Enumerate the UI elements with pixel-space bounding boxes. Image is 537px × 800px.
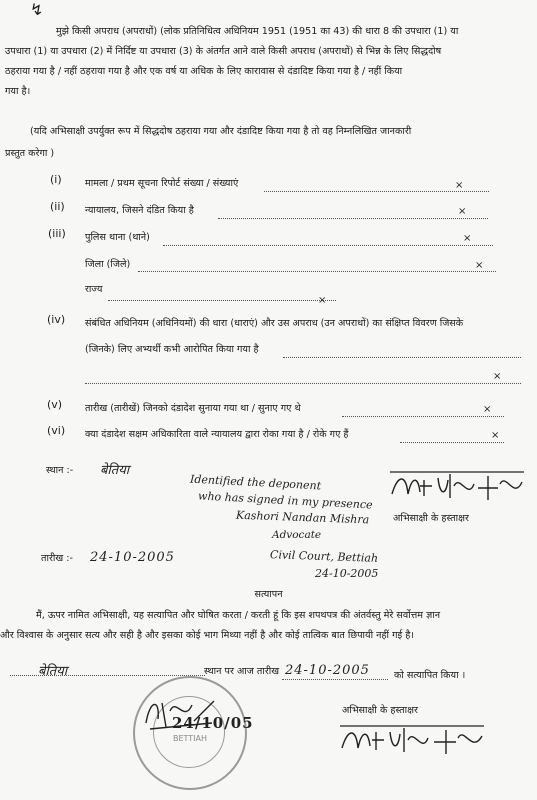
notary-date: 24/10/05 [172,714,254,732]
identification-line-1: Identified the deponent [189,472,322,493]
intro-line-1: मुझे किसी अपराध (अपराधों) (लोक प्रतिनिधित्व अधिनियम 1951 (1951 का 43) की धारा 8 की उपधारा (1) या [56,26,459,37]
place-label: स्थान :- [46,465,74,476]
identification-line-2: who has signed in my presence [197,489,373,512]
verification-place-text: स्थान पर आज तारीख [204,666,280,677]
item-label-case-number: मामला / प्रथम सूचना रिपोर्ट संख्या / संख्याएं [85,178,239,189]
fill-line-court [218,218,488,219]
condition-line-1: (यदि अभिसाक्षी उपर्युक्त रूप में सिद्धदोष ठहराया गया और दंडादिष्ट किया गया है तो वह निम्नलिखित जानकारी [30,126,412,137]
cross-mark: × [491,430,500,441]
fill-line-case-number [264,191,489,192]
intro-line-3: ठहराया गया है / नहीं ठहराया गया है और एक वर्ष या अधिक के लिए कारावास से दंडादिष्ट किया गया है / नहीं किया [5,66,403,77]
fill-line-district [138,271,496,272]
verification-place: बेतिया [38,664,68,679]
item-number-vi: (vi) [47,424,66,437]
deponent-signature [388,466,528,506]
fill-line-state [108,300,336,301]
scribble-mark: ↯ [30,0,44,19]
item-label-sentence-date: तारीख (तारीखें) जिनको दंडादेश सुनाया गया था / सुनाए गए थे [85,403,301,414]
cross-mark: × [318,295,327,306]
item-number-iii: (iii) [48,227,66,240]
deponent-sign-label: अभिसाक्षी के हस्ताक्षर [393,513,469,524]
deponent-signature-2 [338,722,488,758]
item-number-iv: (iv) [47,313,66,326]
advocate-title: Advocate [272,529,322,541]
item-label-district: जिला (जिले) [85,259,131,270]
deponent-sign-label-2: अभिसाक्षी के हस्ताक्षर [342,705,418,716]
item-label-court: न्यायालय, जिसने दंडित किया है [85,205,194,216]
cross-mark: × [483,404,492,415]
item-number-i: (i) [50,173,62,186]
place-value: बेतिया [100,463,130,478]
cross-mark: × [475,260,484,271]
advocate-name: Kashori Nandan Mishra [235,508,370,527]
item-label-state: राज्य [85,284,103,295]
verification-heading: सत्यापन [254,589,283,600]
identification-date: 24-10-2005 [315,567,379,580]
item-label-police-station: पुलिस थाना (थाने) [85,232,150,243]
date-value: 24-10-2005 [90,550,175,565]
court-name: Civil Court, Bettiah [269,548,379,565]
fill-line-charged-2 [85,383,521,384]
verification-date: 24-10-2005 [285,663,370,678]
cross-mark: × [463,233,472,244]
seal-text: BETTIAH [173,734,208,743]
verification-end-text: को सत्यापित किया । [394,670,466,681]
fill-line-verification-place [10,675,205,676]
cross-mark: × [455,180,464,191]
item-number-ii: (ii) [50,200,65,213]
cross-mark: × [493,371,502,382]
verification-line-2: और विश्वास के अनुसार सत्य और सही है और इसका कोई भाग मिथ्या नहीं है और कोई तात्विक बात छिपायी नहीं गई है। [0,630,414,641]
verification-line-1: मैं, ऊपर नामित अभिसाक्षी, यह सत्यापित और घोषित करता / करती हूं कि इस शपथपत्र की अंतर्वस्तु मेरे सर्वोत्तम ज्ञान [36,610,441,621]
fill-line-charged [283,357,521,358]
fill-line-police-station [163,245,493,246]
fill-line-verification-date [282,679,388,680]
item-label-charged: (जिनके) लिए अभ्यर्थी कभी आरोपित किया गया है [85,344,259,355]
cross-mark: × [458,206,467,217]
condition-line-2: प्रस्तुत करेगा ) [5,148,55,159]
item-number-v: (v) [47,398,63,411]
date-label: तारीख :- [41,553,73,564]
item-label-act-sections: संबंधित अधिनियम (अधिनियमों) की धारा (धाराएं) और उस अपराध (उन अपराधों) का संक्षिप्त विवरण जिसके [85,318,464,329]
item-label-sentence-stayed: क्या दंडादेश सक्षम अधिकारिता वाले न्यायालय द्वारा रोका गया है / रोके गए हैं [85,429,349,440]
fill-line-sentence-stayed [400,442,504,443]
fill-line-sentence-date [342,416,504,417]
intro-line-2: उपधारा (1) या उपधारा (2) में निर्दिष्ट या उपधारा (3) के अंतर्गत आने वाले किसी अपराध (अपराधों) से भिन्न के लिए सिद्धदोष [5,46,442,57]
intro-line-4: गया है। [5,86,31,97]
